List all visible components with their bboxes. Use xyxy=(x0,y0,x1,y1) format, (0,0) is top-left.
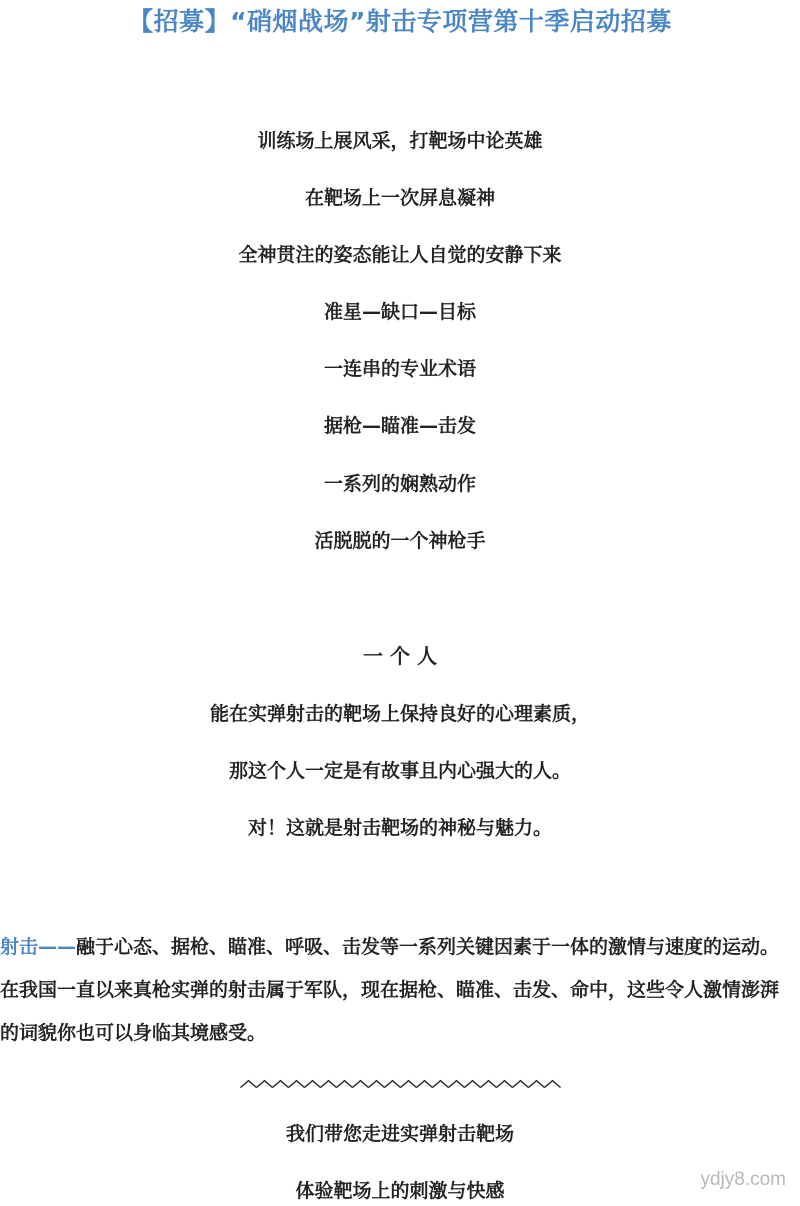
section-line-1: 能在实弹射击的靶场上保持良好的心理素质， xyxy=(209,703,590,725)
paragraph-highlight: 射击—— xyxy=(0,936,77,958)
closing-line-2: 体验靶场上的刺激与快感 xyxy=(295,1180,505,1202)
poem-line-6: 据枪—瞄准—击发 xyxy=(323,415,476,437)
closing-line-1: 我们带您走进实弹射击靶场 xyxy=(285,1123,514,1145)
poem-line-3: 全神贯注的姿态能让人自觉的安静下来 xyxy=(238,244,562,266)
poem-line-8: 活脱脱的一个神枪手 xyxy=(314,530,486,552)
watermark: ydjy8.com xyxy=(700,1169,786,1190)
section-line-2: 那这个人一定是有故事且内心强大的人。 xyxy=(228,760,571,782)
paragraph-text: 融于心态、据枪、瞄准、呼吸、击发等一系列关键因素于一体的激情与速度的运动。在我国一直以来真枪实弹的射击属于军队，现在据枪、瞄准、击发、命中，这些令人激情澎湃的词貌你也可以身临其境感受。 xyxy=(0,936,780,1044)
section-line-3: 对！这就是射击靶场的神秘与魅力。 xyxy=(247,817,552,839)
poem-line-4: 准星—缺口—目标 xyxy=(323,301,476,323)
poem-line-7: 一系列的娴熟动作 xyxy=(323,473,476,495)
page-title: 【招募】“硝烟战场”射击专项营第十季启动招募 xyxy=(128,7,672,36)
shooting-paragraph xyxy=(0,926,790,1055)
poem-line-5: 一连串的专业术语 xyxy=(323,358,476,380)
wave-divider: ︿︿︿︿︿︿︿︿︿︿︿︿︿︿︿︿︿︿︿︿ xyxy=(240,1071,560,1091)
section-heading: 一 个 人 xyxy=(363,644,437,668)
poem-line-1: 训练场上展风采，打靶场中论英雄 xyxy=(257,130,543,152)
poem-line-2: 在靶场上一次屏息凝神 xyxy=(304,187,495,209)
